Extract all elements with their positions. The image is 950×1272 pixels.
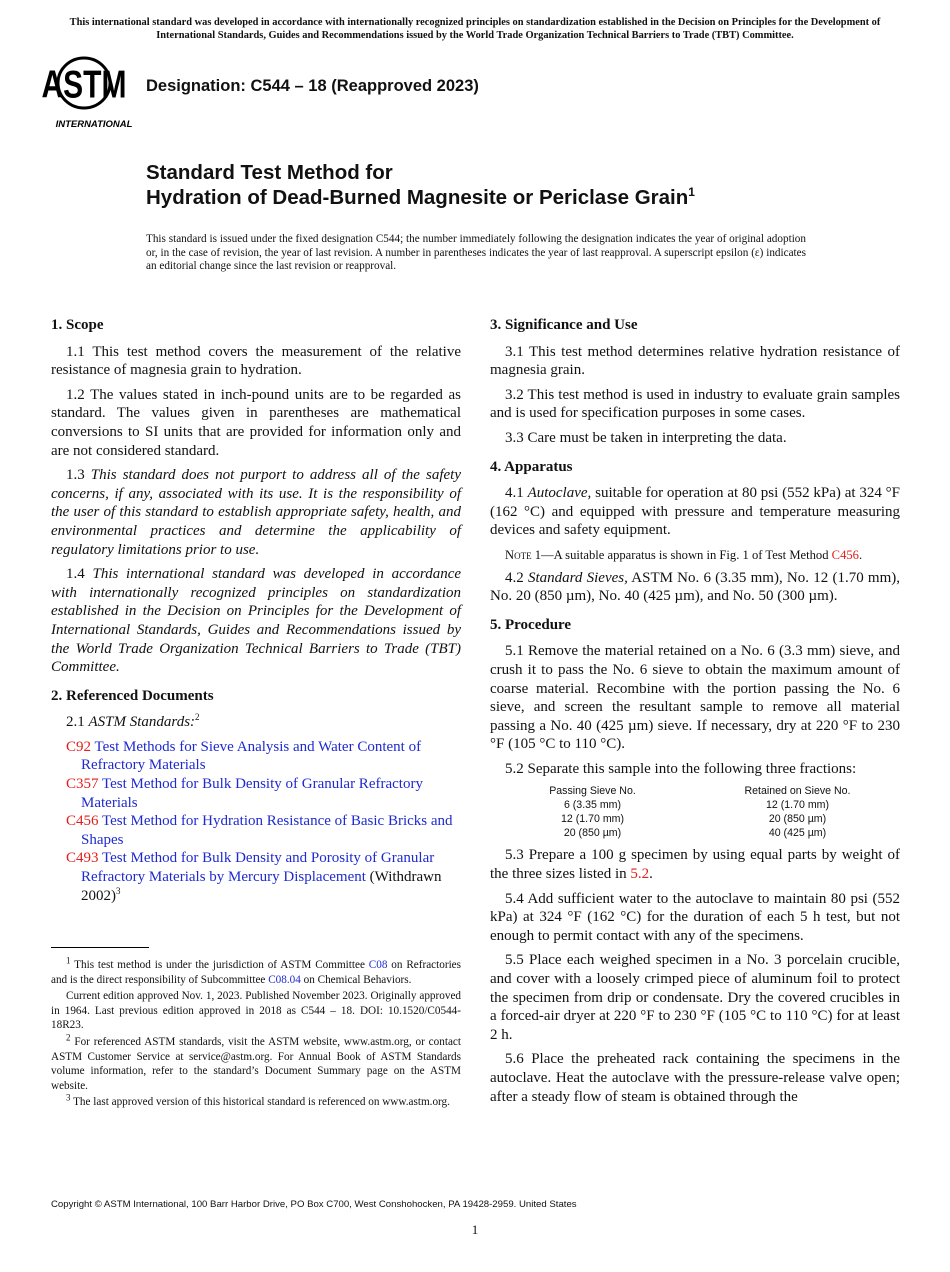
paragraph (51, 386, 461, 460)
text-run: 2.1 (66, 714, 89, 731)
footnote-marker: 1 (66, 955, 71, 966)
reference-item (51, 775, 461, 812)
right-column (490, 306, 900, 1112)
reference-link[interactable]: C08.04 (268, 973, 301, 986)
copyright: Copyright © ASTM International, 100 Barr Harbor Drive, PO Box C700, West Conshohocken, PA 19428-2959. United States (51, 1199, 577, 1210)
paragraph (490, 429, 900, 448)
table-row (490, 812, 900, 826)
paragraph (490, 484, 900, 540)
paragraph (51, 713, 461, 732)
title-footnote-marker: 1 (688, 185, 695, 200)
text-run: 5.6 Place the preheated rack containing the specimens in the autoclave. Heat the autoclave with the pressure-release valve open; after a steady flow of steam is obtained through the (490, 1051, 900, 1105)
tbt-notice: This international standard was developed in accordance with internationally recognized principles on standardization established in the Decision on Principles for the Development of International Standards, Guides and Recommendations issued by the World Trade Organization Technical Barriers to Trade (TBT) Committee. (69, 17, 881, 41)
table-cell: 6 (3.35 mm) (563, 799, 622, 812)
text-run: 1.4 (66, 566, 93, 583)
text-run: suitable for operation at 80 psi (552 kPa) at 324 °F (162 °C) and equipped with pressure and temperature measuring devices and safety equipment. (490, 485, 900, 539)
text-run: This international standard was developed in accordance with internationally recognized principles on standardization established in the Decision on Principles for the Development of International Standards, Guides and Recommendations issued by the World Trade Organization Technical Barriers to Trade (TBT) Committee. (51, 566, 462, 676)
text-run: 5.2 Separate this sample into the following three fractions: (505, 760, 857, 777)
text-run: 5.4 Add sufficient water to the autoclave to maintain 80 psi (552 kPa) at 324 °F (162 °C) for the duration of each 5 h test, but not enough to permit contact with any of the specimens. (490, 890, 900, 944)
text-run: For referenced ASTM standards, visit the ASTM website, www.astm.org, or contact ASTM Customer Service at service@astm.org. For Annual Book of ASTM Standards volume information, refer to the standard’s Document Summary page on the ASTM website. (51, 1035, 461, 1092)
reference-link[interactable]: C456 (831, 547, 859, 562)
text-run: ASTM No. 6 (3.35 mm), No. 12 (1.70 mm), No. 20 (850 µm), No. 40 (425 µm), and No. 50 (300 µm). (490, 569, 900, 605)
text-run: Current edition approved Nov. 1, 2023. Published November 2023. Originally approved in 1964. Last previous edition approved in 2018 as C544 – 18. DOI: 10.1520/C0544-18R23. (51, 990, 461, 1032)
text-run: This test method is under the jurisdiction of ASTM Committee (70, 959, 369, 971)
text-run: 3.2 This test method is used in industry to evaluate grain samples and is used for specification purposes in some cases. (490, 386, 900, 422)
text-run: . (858, 547, 863, 562)
reference-item (51, 738, 461, 775)
paragraph (490, 569, 900, 606)
text-run: 3.1 This test method determines relative hydration resistance of magnesia grain. (490, 343, 900, 379)
table-cell: 20 (850 µm) (768, 813, 827, 826)
footnote (51, 1032, 461, 1093)
reference-link[interactable]: Test Method for Bulk Density of Granular Refractory Materials (81, 776, 423, 811)
text-run: 1.1 This test method covers the measurement of the relative resistance of magnesia grain to hydration. (51, 343, 461, 379)
table-row (490, 798, 900, 812)
designation: Designation: C544 – 18 (Reapproved 2023) (146, 77, 479, 95)
text-run: 5.1 Remove the material retained on a No. 6 (3.3 mm) sieve, and crush it to pass the No. 6 sieve to obtain the maximum amount of coarse material. Recombine with the portion passing the No. 6 sieve, and screen the resultant sample to remove all material passing a No. 40 (425 µm) sieve. If necessary, dry at 220 °F to 230 °F (105 °C to 110 °C). (490, 643, 900, 753)
reference-link[interactable]: C08 (368, 959, 388, 971)
text-run: Note (505, 547, 532, 562)
reference-link[interactable]: C456 (66, 813, 99, 830)
note (490, 546, 900, 565)
footnote (51, 955, 462, 987)
paragraph (490, 1050, 900, 1106)
table-cell: 12 (1.70 mm) (766, 799, 829, 812)
section-heading: 4. Apparatus (490, 458, 573, 475)
paragraph (490, 951, 900, 1044)
footnote-marker: 3 (66, 1092, 71, 1103)
sieve-fractions-table (490, 784, 900, 840)
reference-link[interactable]: C493 (66, 850, 99, 867)
paragraph (51, 565, 461, 677)
footnote-marker: 3 (116, 885, 121, 896)
text-run: ASTM Standards: (88, 714, 196, 731)
document-title (146, 160, 695, 210)
text-run: 5.3 Prepare a 100 g specimen by using equal parts by weight of the three sizes listed in (490, 847, 900, 883)
text-run: The last approved version of this historical standard is referenced on www.astm.org. (70, 1096, 450, 1109)
reference-link[interactable]: C92 (66, 738, 92, 755)
paragraph (490, 846, 900, 883)
footnote (51, 1092, 461, 1110)
table-cell: 20 (850 µm) (563, 827, 622, 840)
text-run: Autoclave, (527, 485, 592, 502)
section-heading: 2. Referenced Documents (51, 687, 214, 704)
preamble: This standard is issued under the fixed designation C544; the number immediately following the designation indicates the year of original adoption or, in the case of revision, the year of last revision. A number in parentheses indicates the year of last reapproval. A superscript epsilon (ε) indicates an editorial change since the last revision or reapproval. (146, 233, 806, 273)
footnotes (51, 955, 462, 1112)
reference-item (51, 849, 461, 905)
table-cell: 12 (1.70 mm) (561, 813, 624, 826)
paragraph (490, 760, 900, 779)
paragraph (490, 642, 900, 754)
footnote (51, 989, 461, 1033)
title-line-2: Hydration of Dead-Burned Magnesite or Periclase Grain (146, 186, 689, 209)
section-heading: 3. Significance and Use (490, 317, 638, 333)
footnote-marker: 2 (66, 1032, 71, 1043)
text-run: (Withdrawn 2002) (81, 869, 442, 904)
text-run: 1.2 The values stated in inch-pound units are to be regarded as standard. The values given in parentheses are mathematical conversions to SI units that are provided for information only and are not considered standard. (51, 386, 461, 459)
text-run: 4.1 (505, 485, 528, 502)
footnote-divider (51, 947, 149, 948)
reference-link[interactable]: Test Method for Hydration Resistance of Basic Bricks and Shapes (81, 813, 453, 848)
paragraph (490, 386, 900, 423)
reference-item (51, 812, 461, 849)
paragraph (51, 466, 461, 559)
text-run: on Chemical Behaviors. (300, 973, 412, 986)
section-heading: 5. Procedure (490, 616, 572, 633)
table-cell: 40 (425 µm) (768, 827, 827, 840)
text-run: 1.3 (66, 467, 91, 484)
reference-link[interactable]: 5.2 (630, 866, 650, 883)
text-run: 4.2 (505, 569, 528, 586)
table-header: Retained on Sieve No. (744, 785, 851, 798)
page-number: 1 (471, 1222, 479, 1237)
text-run: . (649, 866, 653, 883)
table-header: Passing Sieve No. (549, 785, 636, 798)
reference-link[interactable]: Test Methods for Sieve Analysis and Water Content of Refractory Materials (81, 738, 422, 774)
paragraph (490, 890, 900, 946)
reference-link[interactable]: C357 (66, 776, 99, 793)
text-run: 5.5 Place each weighed specimen in a No. 3 porcelain crucible, and cover with a loosely crimped piece of aluminum foil to protect the specimen from drip or condensate. Dry the covered crucibles in a forced-air dryer at 220 °F to 230 °F (105 °C to 110 °C) for at least 2 h. (490, 952, 900, 1043)
title-line-1: Standard Test Method for (146, 161, 393, 184)
text-run: This standard does not purport to address all of the safety concerns, if any, associated with its use. It is the responsibility of the user of this standard to establish appropriate safety, health, and environmental practices and determine the applicability of regulatory limitations prior to use. (51, 467, 461, 558)
table-row (490, 826, 900, 840)
footnote-marker: 2 (195, 712, 200, 723)
astm-logo (41, 57, 134, 130)
text-run: Standard Sieves, (527, 569, 628, 586)
text-run: 1—A suitable apparatus is shown in Fig. 1 of Test Method (531, 547, 832, 562)
svg-text:INTERNATIONAL: INTERNATIONAL (55, 119, 133, 130)
svg-text:ASTM: ASTM (41, 63, 127, 107)
text-run: 3.3 Care must be taken in interpreting the data. (505, 429, 787, 446)
reference-link[interactable]: Test Method for Bulk Density and Porosity of Granular Refractory Materials by Mercury Displacement (81, 850, 435, 886)
section-heading: 1. Scope (51, 317, 104, 333)
paragraph (51, 343, 461, 380)
text-run: on Refractories and is the direct responsibility of Subcommittee (51, 959, 462, 986)
paragraph (490, 343, 900, 380)
left-column (51, 306, 461, 905)
